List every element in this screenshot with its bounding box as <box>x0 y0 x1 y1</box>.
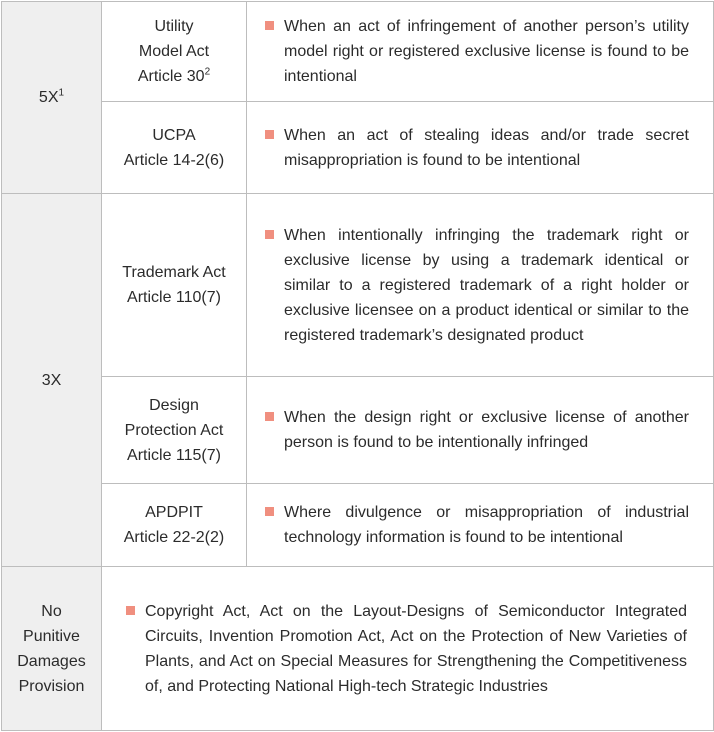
table-row <box>2 377 714 484</box>
multiplier-cell-5x <box>2 2 102 194</box>
square-bullet-icon <box>126 606 135 615</box>
law-cell <box>102 484 247 567</box>
law-cell <box>102 102 247 194</box>
description-text: When intentionally infringing the trademark right or exclusive license by using a trademark identical or similar to a registered trademark of a right holder or exclusive licensee on a product identical or similar to the registered trademark’s designated product <box>284 226 689 344</box>
no-provision-label-line: Damages <box>17 652 86 670</box>
law-article: Article 115(7) <box>127 446 221 464</box>
multiplier-label: 5X <box>38 89 59 106</box>
bullet-item <box>265 14 689 89</box>
punitive-damages-table <box>1 1 714 731</box>
description-cell <box>247 102 714 194</box>
multiplier-cell-3x <box>2 194 102 567</box>
footnote-marker: 1 <box>58 87 65 99</box>
no-provision-label-line: Punitive <box>23 627 80 645</box>
bullet-item <box>265 223 689 348</box>
square-bullet-icon <box>265 230 274 239</box>
description-cell-wide <box>102 567 714 731</box>
description-cell <box>247 2 714 102</box>
law-cell <box>102 377 247 484</box>
law-article: Article 110(7) <box>127 289 221 306</box>
law-name-line: Model Act <box>138 43 210 60</box>
multiplier-label: 3X <box>41 371 62 389</box>
law-article: Article 30 <box>137 68 205 85</box>
law-cell <box>102 2 247 102</box>
description-cell <box>247 194 714 377</box>
table-row <box>2 194 714 377</box>
no-provision-label-line: Provision <box>18 677 85 695</box>
table-row <box>2 102 714 194</box>
bullet-item <box>265 123 689 173</box>
square-bullet-icon <box>265 21 274 30</box>
description-cell <box>247 484 714 567</box>
footnote-marker: 2 <box>204 66 211 78</box>
law-name-line: Utility <box>154 18 194 35</box>
law-article: Article 22-2(2) <box>123 529 225 546</box>
law-article-line <box>108 64 240 89</box>
bullet-item <box>265 500 689 550</box>
law-name-line: Design <box>149 396 199 414</box>
bullet-item <box>126 599 687 699</box>
law-name-line: Protection Act <box>124 421 224 439</box>
law-name-line: APDPIT <box>145 504 203 521</box>
table-row <box>2 567 714 731</box>
law-name-line: UCPA <box>152 126 196 144</box>
bullet-item <box>265 405 689 455</box>
law-article: Article 14-2(6) <box>123 151 225 169</box>
description-text: When an act of stealing ideas and/or trade secret misappropriation is found to be intentional <box>284 126 689 169</box>
square-bullet-icon <box>265 412 274 421</box>
no-provision-label-line: No <box>41 602 62 620</box>
law-name-line: Trademark Act <box>122 264 226 281</box>
law-cell <box>102 194 247 377</box>
multiplier-cell-none <box>2 567 102 731</box>
table-row <box>2 2 714 102</box>
description-text: Copyright Act, Act on the Layout-Designs of Semiconductor Integrated Circuits, Invention Promotion Act, Act on the Protection of New Varieties of Plants, and Act on Special Measures for Strengthening the Competitiveness of, and Protecting National High-tech Strategic Industries <box>145 602 687 695</box>
description-text: When an act of infringement of another person’s utility model right or registered exclusive license is found to be intentional <box>284 18 689 85</box>
description-text: When the design right or exclusive license of another person is found to be intentionally infringed <box>284 409 689 451</box>
description-cell <box>247 377 714 484</box>
square-bullet-icon <box>265 130 274 139</box>
description-text: Where divulgence or misappropriation of industrial technology information is found to be intentional <box>284 504 689 546</box>
square-bullet-icon <box>265 507 274 516</box>
table-row <box>2 484 714 567</box>
